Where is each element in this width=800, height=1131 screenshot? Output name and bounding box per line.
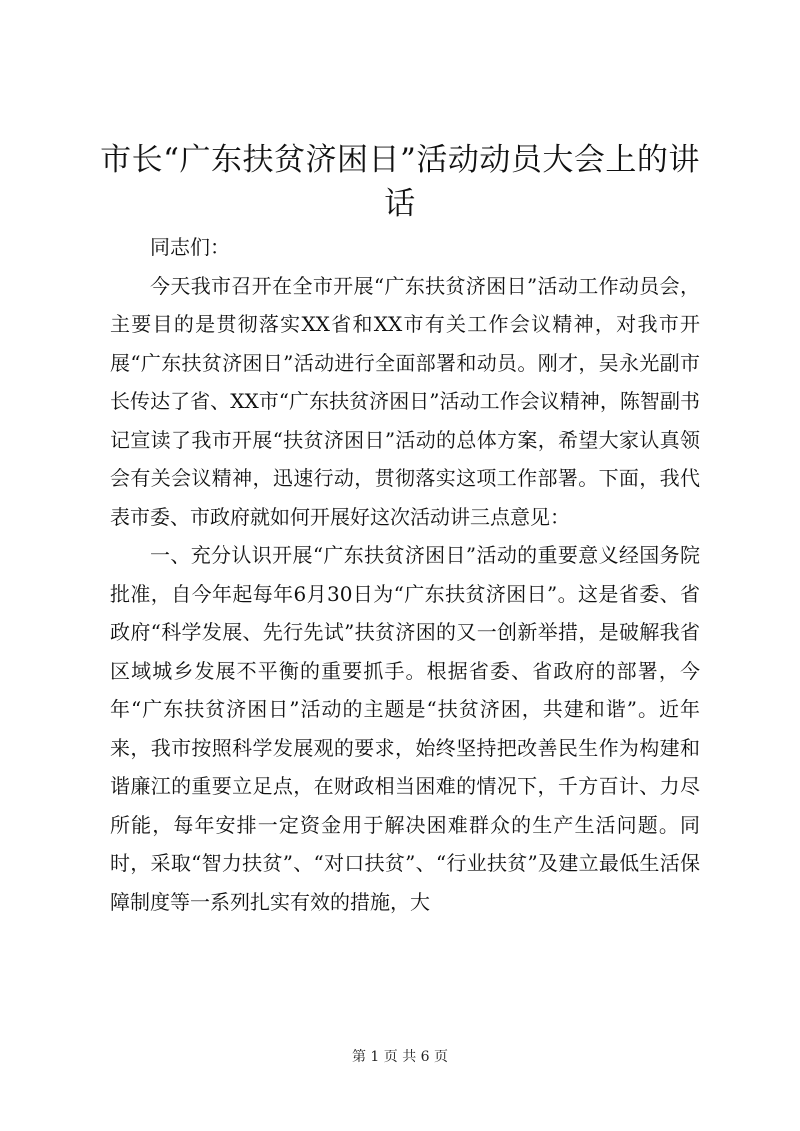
paragraph: 今天我市召开在全市开展“广东扶贫济困日”活动工作动员会，主要目的是贯彻落实XX省和XX市有关工作会议精神，对我市开展“广东扶贫济困日”活动进行全面部署和动员。刚才，吴永光副市长传达了省、XX市“广东扶贫济困日”活动工作会议精神，陈智副书记宣读了我市开展“扶贫济困日”活动的总体方案，希望大家认真领会有关会议精神，迅速行动，贯彻落实这项工作部署。下面，我代表市委、市政府就如何开展好这次活动讲三点意见：: [110, 273, 700, 529]
document-title: 市长“广东扶贫济困日”活动动员大会上的讲话: [100, 142, 700, 222]
paragraph: 一、充分认识开展“广东扶贫济困日”活动的重要意义经国务院批准，自今年起每年6月30日为“广东扶贫济困日”。这是省委、省政府“科学发展、先行先试”扶贫济困的又一创新举措，是破解我省区域城乡发展不平衡的重要抓手。根据省委、省政府的部署，今年“广东扶贫济困日”活动的主题是“扶贫济困，共建和谐”。近年来，我市按照科学发展观的要求，始终坚持把改善民生作为构建和谐廉江的重要立足点，在财政相当困难的情况下，千方百计、力尽所能，每年安排一定资金用于解决困难群众的生产生活问题。同时，采取“智力扶贫”、“对口扶贫”、“行业扶贫”及建立最低生活保障制度等一系列扎实有效的措施，大: [110, 543, 700, 914]
salutation: 同志们：: [150, 235, 230, 259]
document-body: [110, 228, 700, 921]
page-footer: 第 1 页 共 6 页: [351, 1049, 449, 1065]
